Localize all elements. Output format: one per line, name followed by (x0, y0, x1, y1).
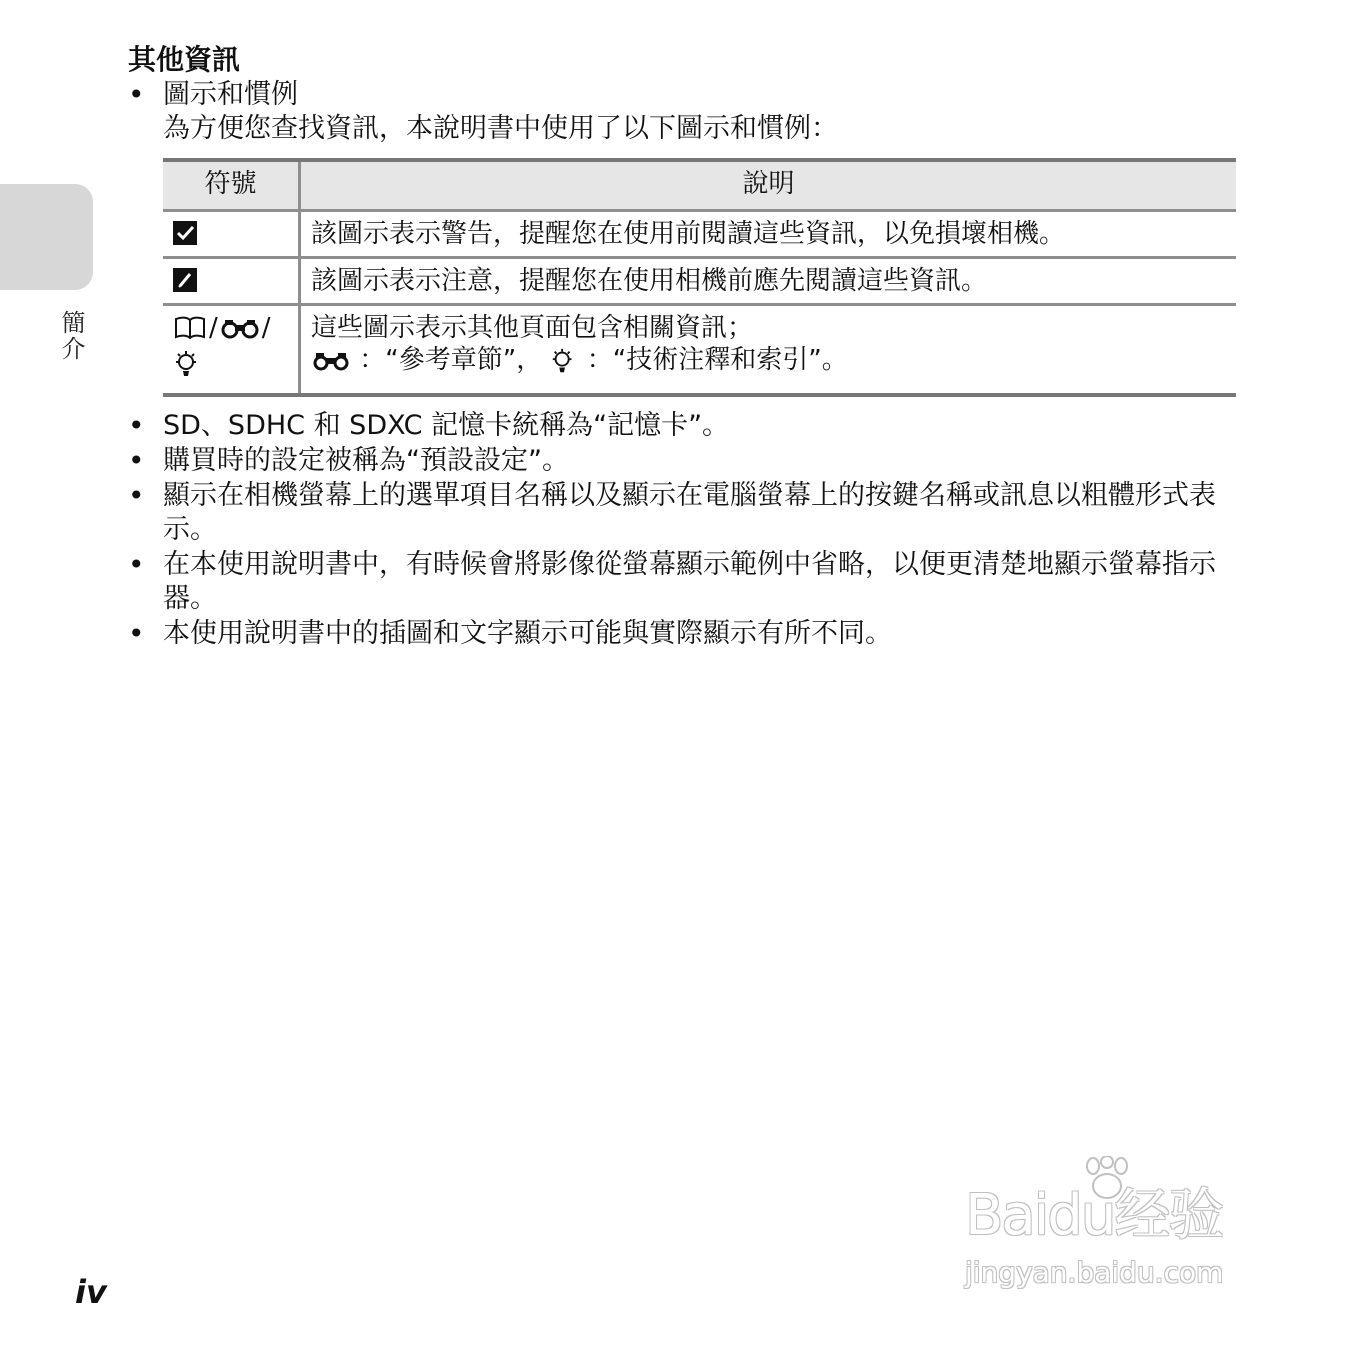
list-item (128, 444, 1238, 478)
intro-text: 為方便您查找資訊，本說明書中使用了以下圖示和慣例： (163, 113, 838, 144)
list-item-text: 在本使用說明書中，有時候會將影像從螢幕顯示範例中省略，以便更清楚地顯示螢幕指示器。 (163, 549, 1216, 614)
bullet-main-text: 圖示和慣例 (163, 79, 298, 110)
bullet-main (128, 78, 1238, 112)
icon-separator: / (261, 313, 271, 343)
icon-separator: / (209, 313, 218, 343)
list-item (128, 548, 1238, 616)
book-icon (173, 315, 207, 341)
lightbulb-icon (550, 347, 578, 375)
note-pencil-icon (173, 268, 197, 292)
chapter-tab (0, 184, 93, 290)
baidu-watermark (965, 1156, 1285, 1306)
symbol-group (173, 312, 271, 344)
description-cell: 該圖示表示警告，提醒您在使用前閱讀這些資訊，以免損壞相機。 (300, 211, 1237, 258)
table-row (163, 305, 1236, 396)
watermark-url: jingyan.baidu.com (965, 1256, 1224, 1289)
table-row (163, 211, 1236, 258)
watermark-brand: Baidu经验 (965, 1183, 1223, 1248)
header-description: 說明 (300, 160, 1237, 211)
list-item-text: 顯示在相機螢幕上的選單項目名稱以及顯示在電腦螢幕上的按鍵名稱或訊息以粗體形式表示。 (163, 480, 1216, 545)
symbol-cell (163, 211, 300, 258)
description-line-2 (311, 344, 1226, 376)
list-item-text: 本使用說明書中的插圖和文字顯示可能與實際顯示有所不同。 (163, 618, 892, 649)
symbol-cell (163, 305, 300, 396)
warning-checkmark-icon (173, 221, 197, 245)
symbols-table (163, 158, 1236, 397)
page-number: iv (75, 1273, 107, 1311)
description-cell: 該圖示表示注意，提醒您在使用相機前應先閱讀這些資訊。 (300, 258, 1237, 305)
list-item-text: 購買時的設定被稱為“預設設定”。 (163, 445, 569, 476)
list-item (128, 409, 1238, 443)
lightbulb-icon (173, 349, 203, 379)
table-row (163, 258, 1236, 305)
section-title: 其他資訊 (128, 43, 241, 76)
chapter-label: 簡介 (57, 310, 85, 362)
bullet-list (128, 409, 1238, 651)
reference-label: ：“參考章節”， (359, 345, 543, 375)
list-item-text: SD、SDHC 和 SDXC 記憶卡統稱為“記憶卡”。 (163, 410, 730, 441)
symbol-cell (163, 258, 300, 305)
list-item (128, 617, 1238, 651)
header-symbol: 符號 (163, 160, 300, 211)
binoculars-icon (311, 349, 351, 373)
list-item (128, 479, 1238, 547)
description-cell (300, 305, 1237, 396)
main-content (128, 42, 1238, 652)
technical-notes-label: ：“技術注釋和索引”。 (586, 345, 848, 375)
binoculars-icon (220, 315, 260, 341)
description-line-1: 這些圖示表示其他頁面包含相關資訊； (311, 313, 754, 343)
symbol-group-second-line (173, 349, 288, 387)
table-header-row (163, 160, 1236, 211)
